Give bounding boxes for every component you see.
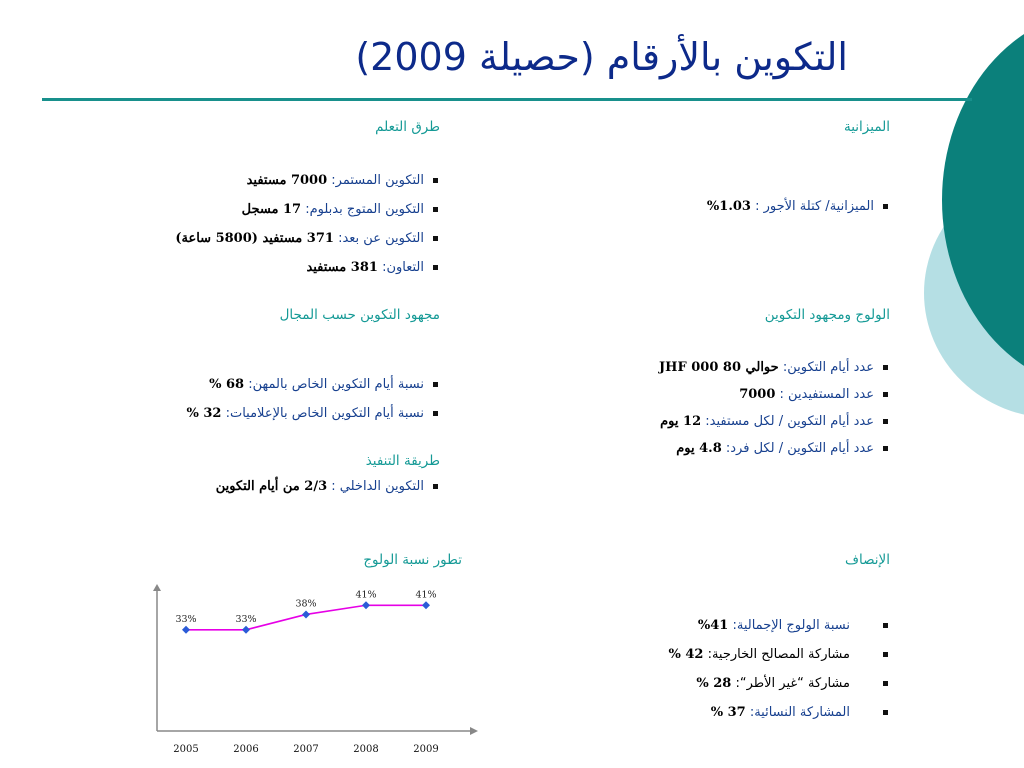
list-item	[560, 408, 890, 435]
item-label: نسبة الولوج الإجمالية:	[732, 618, 850, 633]
budget-heading: الميزانية	[843, 119, 890, 135]
item-label: نسبة أيام التكوين الخاص بالإعلاميات:	[225, 406, 424, 421]
methods-section	[90, 118, 440, 282]
list-item	[90, 399, 440, 428]
item-value: 4.8 يوم	[676, 441, 722, 456]
item-label: عدد المستفيدين :	[779, 387, 874, 402]
item-value: 7000	[739, 387, 776, 402]
item-value: 12 يوم	[660, 414, 702, 429]
budget-section	[560, 118, 890, 221]
access-section	[560, 306, 890, 462]
list-item	[560, 435, 890, 462]
equity-heading: الإنصاف	[844, 552, 890, 568]
item-value: 42 %	[668, 647, 704, 662]
item-label: مشاركة “غير الأطر“:	[735, 676, 850, 691]
item-label: عدد أيام التكوين:	[782, 360, 874, 375]
item-value: حوالي 80 000 JHF	[659, 360, 779, 375]
data-label: 41%	[355, 589, 377, 601]
list-item	[90, 370, 440, 399]
list-item	[560, 354, 890, 381]
list-item	[560, 640, 890, 669]
item-label: المشاركة النسائية:	[749, 705, 850, 720]
list-item	[90, 166, 440, 195]
item-value: 381 مستفيد	[306, 260, 378, 275]
item-value: 371 مستفيد (5800 ساعة)	[175, 231, 334, 246]
execution-list	[90, 472, 440, 501]
data-point	[302, 610, 310, 618]
chart-canvas	[148, 583, 488, 763]
access-heading: الولوج ومجهود التكوين	[764, 307, 890, 323]
list-item	[90, 224, 440, 253]
domain-effort-heading: مجهود التكوين حسب المجال	[279, 307, 440, 323]
item-value: 28 %	[696, 676, 732, 691]
execution-heading: طريقة التنفيذ	[365, 453, 440, 469]
title-divider	[42, 98, 972, 101]
list-item	[560, 381, 890, 408]
methods-heading: طرق التعلم	[375, 119, 440, 135]
item-label: عدد أيام التكوين / لكل مستفيد:	[705, 414, 874, 429]
item-label: التكوين المتوج بدبلوم:	[305, 202, 424, 217]
item-label: التكوين الداخلي :	[331, 479, 424, 494]
item-label: مشاركة المصالح الخارجية:	[707, 647, 850, 662]
x-tick-label: 2006	[233, 744, 259, 755]
access-rate-chart	[148, 583, 488, 763]
data-point	[362, 601, 370, 609]
list-item	[560, 698, 890, 727]
execution-section	[90, 452, 440, 501]
item-value: 32 %	[186, 406, 222, 421]
list-item	[90, 472, 440, 501]
item-value: 68 %	[209, 377, 245, 392]
item-label: التكوين المستمر:	[331, 173, 424, 188]
list-item	[560, 611, 890, 640]
access-list	[560, 354, 890, 462]
slide-title: التكوين بالأرقام (حصيلة 2009)	[355, 35, 848, 79]
x-tick-label: 2008	[353, 744, 379, 755]
item-value: 7000 مستفيد	[246, 173, 328, 188]
data-point	[422, 601, 430, 609]
list-item	[560, 192, 890, 221]
list-item	[90, 195, 440, 224]
item-value: 1.03%	[706, 199, 751, 214]
item-label: عدد أيام التكوين / لكل فرد:	[725, 441, 874, 456]
chart-title: تطور نسبة الولوج	[363, 552, 462, 568]
x-tick-label: 2009	[413, 744, 439, 755]
item-value: 17 مسجل	[241, 202, 302, 217]
equity-section	[560, 551, 890, 727]
item-label: نسبة أيام التكوين الخاص بالمهن:	[248, 377, 424, 392]
item-value: 41%	[697, 618, 729, 633]
x-axis-arrow	[470, 727, 478, 735]
item-value: 2/3 من أيام التكوين	[215, 479, 328, 494]
data-label: 41%	[415, 589, 437, 601]
item-label: الميزانية/ كتلة الأجور :	[755, 199, 874, 214]
budget-list	[560, 192, 890, 221]
item-label: التعاون:	[382, 260, 424, 275]
data-label: 38%	[295, 598, 317, 610]
data-point	[182, 626, 190, 634]
item-value: 37 %	[710, 705, 746, 720]
chart-section	[200, 551, 462, 569]
data-label: 33%	[235, 613, 257, 625]
item-label: التكوين عن بعد:	[338, 231, 424, 246]
methods-list	[90, 166, 440, 282]
equity-list	[560, 611, 890, 727]
x-tick-label: 2005	[173, 744, 199, 755]
x-tick-label: 2007	[293, 744, 319, 755]
data-label: 33%	[175, 613, 197, 625]
list-item	[90, 253, 440, 282]
data-point	[242, 626, 250, 634]
domain-effort-list	[90, 370, 440, 428]
domain-effort-section	[90, 306, 440, 428]
y-axis-arrow	[153, 584, 161, 591]
list-item	[560, 669, 890, 698]
